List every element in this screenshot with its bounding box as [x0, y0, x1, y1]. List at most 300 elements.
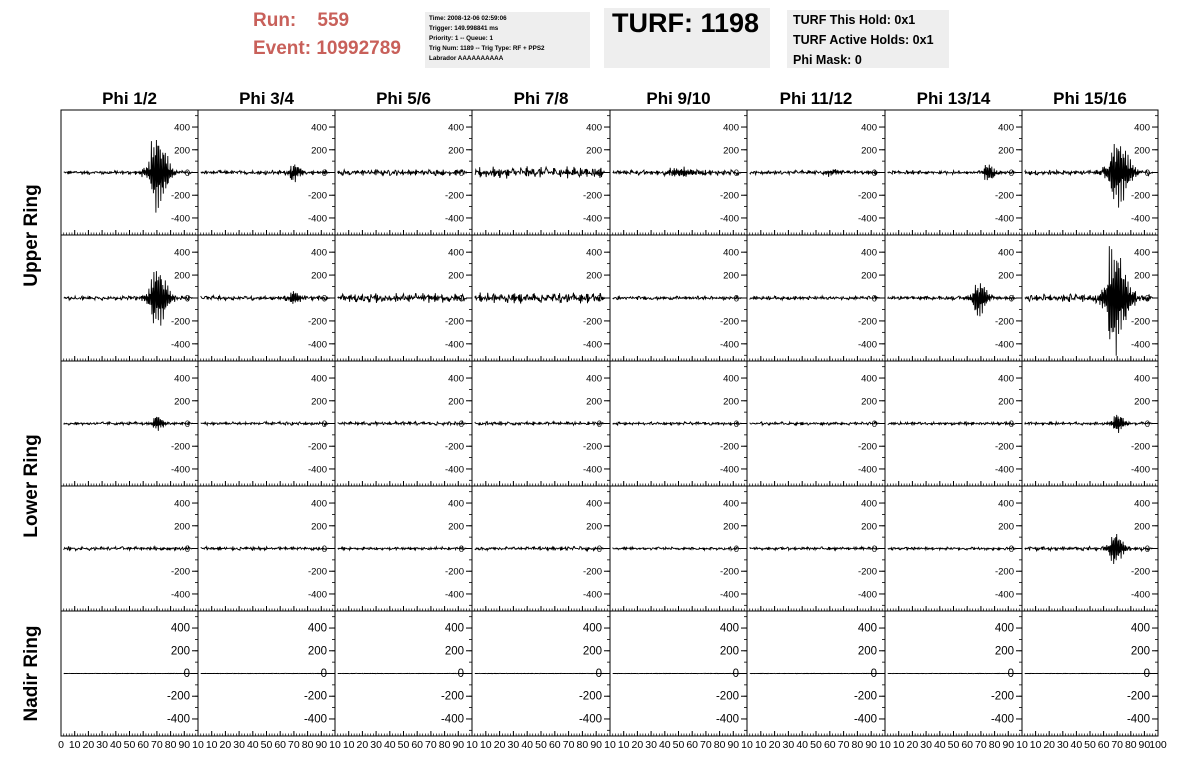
y-tick-label: -400 — [857, 464, 877, 476]
y-tick-label: -400 — [1130, 589, 1150, 601]
x-tick-label: 30 — [370, 739, 382, 751]
x-tick-label: 30 — [920, 739, 932, 751]
x-tick-label: 20 — [1043, 739, 1056, 751]
y-tick-label: 0 — [458, 544, 464, 555]
x-tick-label: 20 — [768, 739, 781, 751]
waveform-trace — [888, 283, 1017, 316]
y-tick-label: 400 — [311, 498, 327, 510]
y-tick-label: 200 — [861, 270, 877, 282]
waveform-trace — [613, 422, 742, 425]
x-tick-label: 90 — [590, 739, 603, 751]
y-tick-label: 0 — [321, 168, 327, 179]
y-tick-label: -200 — [719, 441, 739, 453]
y-tick-label: 0 — [184, 168, 190, 179]
y-tick-label: 0 — [184, 293, 190, 305]
y-tick-label: 0 — [458, 419, 464, 430]
y-tick-label: 400 — [1134, 122, 1150, 134]
x-tick-label: 60 — [137, 739, 150, 751]
y-tick-label: -400 — [170, 213, 190, 225]
y-tick-label: 0 — [1008, 168, 1014, 179]
y-tick-label: -400 — [994, 589, 1014, 601]
x-tick-label: 20 — [356, 739, 369, 751]
y-tick-label: -200 — [994, 566, 1014, 578]
y-tick-label: 0 — [458, 293, 464, 305]
x-tick-label: 0 — [58, 739, 64, 751]
x-tick-label: 10 — [604, 739, 616, 751]
waveform-trace — [64, 417, 193, 431]
y-tick-label: 0 — [1144, 419, 1150, 430]
x-tick-label: 50 — [672, 739, 685, 751]
y-tick-label: 200 — [1134, 145, 1150, 157]
y-tick-label: -400 — [307, 464, 327, 476]
x-tick-label: 10 — [192, 739, 204, 751]
y-tick-label: 0 — [871, 544, 877, 555]
x-tick-label: 40 — [1070, 739, 1083, 751]
turf-this-hold: TURF This Hold: 0x1 — [793, 13, 916, 27]
y-tick-label: -200 — [1130, 441, 1150, 453]
x-tick-label: 30 — [507, 739, 520, 751]
y-tick-label: 400 — [311, 122, 327, 134]
y-tick-label: 200 — [861, 145, 877, 157]
x-tick-label: 70 — [700, 739, 712, 751]
y-tick-label: 200 — [311, 396, 327, 408]
waveform-trace — [338, 422, 467, 426]
y-tick-label: 200 — [998, 396, 1014, 408]
y-tick-label: 400 — [998, 247, 1014, 259]
y-tick-label: -200 — [582, 190, 602, 202]
x-tick-label: 10 — [892, 739, 905, 751]
column-title: Phi 3/4 — [239, 89, 294, 108]
x-tick-label: 10 — [741, 739, 753, 751]
waveform-trace — [64, 547, 193, 551]
column-title: Phi 1/2 — [102, 89, 157, 108]
column-title: Phi 15/16 — [1053, 89, 1127, 108]
x-tick-label: 60 — [686, 739, 699, 751]
waveform-trace — [613, 547, 742, 550]
waveform-trace — [1025, 415, 1153, 433]
x-tick-label: 60 — [548, 739, 561, 751]
y-tick-label: -400 — [857, 589, 877, 601]
x-tick-label: 90 — [1002, 739, 1015, 751]
y-tick-label: 0 — [596, 544, 602, 555]
x-tick-label: 10 — [1029, 739, 1042, 751]
ring-label: Nadir Ring — [21, 625, 42, 722]
y-tick-label: 400 — [1130, 622, 1150, 635]
y-tick-label: -400 — [715, 713, 739, 726]
y-tick-label: 0 — [870, 668, 877, 680]
y-tick-label: 400 — [723, 373, 739, 385]
x-tick-label: 50 — [947, 739, 960, 751]
y-tick-label: 0 — [321, 293, 327, 305]
y-tick-label: 400 — [723, 247, 739, 259]
y-tick-label: 200 — [994, 645, 1014, 658]
event-label: Event: 10992789 — [253, 38, 401, 59]
y-tick-label: 0 — [871, 168, 877, 179]
y-tick-label: -200 — [857, 441, 877, 453]
y-tick-label: 200 — [861, 396, 877, 408]
x-tick-label: 90 — [865, 739, 878, 751]
y-tick-label: -200 — [715, 690, 739, 703]
y-tick-label: -400 — [440, 713, 464, 726]
y-tick-label: 0 — [733, 419, 739, 430]
y-tick-label: -400 — [444, 464, 464, 476]
waveform-trace — [475, 422, 605, 426]
column-title: Phi 5/6 — [376, 89, 431, 108]
waveform-trace — [1025, 534, 1153, 564]
x-tick-label: 70 — [151, 739, 163, 751]
y-tick-label: 400 — [586, 247, 602, 259]
y-tick-label: 400 — [311, 247, 327, 259]
waveform-trace — [750, 296, 880, 300]
y-tick-label: -200 — [170, 190, 190, 202]
y-tick-label: -400 — [444, 213, 464, 225]
x-tick-label: 80 — [438, 739, 451, 751]
y-tick-label: -400 — [444, 589, 464, 601]
y-tick-label: -400 — [719, 464, 739, 476]
x-tick-label: 90 — [315, 739, 328, 751]
y-tick-label: -200 — [857, 316, 877, 328]
y-tick-label: 200 — [1134, 396, 1150, 408]
x-tick-label: 90 — [727, 739, 740, 751]
y-tick-label: 0 — [458, 168, 464, 179]
y-tick-label: 400 — [994, 622, 1014, 635]
y-tick-label: 400 — [998, 122, 1014, 134]
x-tick-label: 40 — [383, 739, 396, 751]
y-tick-label: 200 — [1130, 645, 1150, 658]
y-tick-label: -200 — [170, 441, 190, 453]
column-title: Phi 7/8 — [513, 89, 569, 108]
y-tick-label: 400 — [174, 122, 190, 134]
y-tick-label: 400 — [448, 122, 464, 134]
y-tick-label: -200 — [719, 316, 739, 328]
y-tick-label: 400 — [307, 622, 327, 635]
y-tick-label: 200 — [174, 270, 190, 282]
y-tick-label: -400 — [1126, 713, 1150, 726]
y-tick-label: 0 — [184, 419, 190, 430]
x-tick-label: 20 — [493, 739, 506, 751]
y-tick-label: 400 — [1134, 498, 1150, 510]
x-tick-label: 70 — [837, 739, 850, 751]
waveform-trace — [475, 547, 605, 551]
y-tick-label: 200 — [311, 270, 327, 282]
y-tick-label: 200 — [448, 396, 464, 408]
y-tick-label: -200 — [1130, 316, 1150, 328]
waveform-trace — [475, 166, 605, 178]
y-tick-label: 200 — [448, 521, 464, 533]
x-tick-label: 60 — [1097, 739, 1110, 751]
y-tick-label: 0 — [596, 419, 602, 430]
x-tick-label: 80 — [164, 739, 177, 751]
y-tick-label: 0 — [1144, 293, 1150, 305]
y-tick-label: 400 — [448, 373, 464, 385]
x-tick-label: 100 — [1149, 739, 1167, 751]
x-tick-label: 80 — [301, 739, 314, 751]
y-tick-label: 200 — [1134, 521, 1150, 533]
y-tick-label: 200 — [582, 645, 602, 658]
y-tick-label: 200 — [311, 145, 327, 157]
y-tick-label: -200 — [1130, 566, 1150, 578]
y-tick-label: 0 — [320, 668, 327, 680]
y-tick-label: 0 — [1143, 668, 1150, 680]
y-tick-label: 400 — [448, 247, 464, 259]
x-tick-label: 20 — [82, 739, 95, 751]
x-tick-label: 50 — [1084, 739, 1096, 751]
waveform-trace — [750, 422, 880, 425]
y-tick-label: -400 — [307, 339, 327, 351]
y-tick-label: 0 — [321, 544, 327, 555]
y-tick-label: -200 — [994, 190, 1014, 202]
x-tick-label: 70 — [425, 739, 437, 751]
y-tick-label: 400 — [719, 622, 739, 635]
y-tick-label: 200 — [586, 145, 602, 157]
y-tick-label: 0 — [1008, 419, 1014, 430]
y-tick-label: -400 — [857, 213, 877, 225]
x-tick-label: 10 — [329, 739, 341, 751]
waveform-trace — [475, 293, 605, 304]
y-tick-label: 200 — [861, 521, 877, 533]
x-tick-label: 90 — [1138, 739, 1151, 751]
y-tick-label: -200 — [303, 690, 327, 703]
y-tick-label: 200 — [1134, 270, 1150, 282]
y-tick-label: 400 — [174, 373, 190, 385]
x-tick-label: 50 — [260, 739, 273, 751]
y-tick-label: 200 — [723, 521, 739, 533]
y-tick-label: 400 — [174, 498, 190, 510]
y-tick-label: 0 — [596, 168, 602, 179]
x-tick-label: 30 — [96, 739, 108, 751]
x-tick-label: 10 — [205, 739, 218, 751]
y-tick-label: -400 — [170, 589, 190, 601]
y-tick-label: 400 — [582, 622, 602, 635]
y-tick-label: 0 — [596, 293, 602, 305]
x-tick-label: 10 — [466, 739, 478, 751]
y-tick-label: -400 — [719, 339, 739, 351]
y-tick-label: -200 — [719, 566, 739, 578]
waveform-trace — [750, 169, 880, 177]
y-tick-label: 200 — [723, 145, 739, 157]
y-tick-label: 200 — [586, 396, 602, 408]
x-tick-label: 10 — [479, 739, 492, 751]
y-tick-label: 400 — [586, 122, 602, 134]
x-tick-label: 20 — [906, 739, 919, 751]
x-tick-label: 70 — [975, 739, 987, 751]
waveform-trace — [888, 547, 1017, 550]
y-tick-label: 0 — [1144, 544, 1150, 555]
waveform-trace — [888, 165, 1017, 181]
y-tick-label: -400 — [719, 213, 739, 225]
x-tick-label: 70 — [288, 739, 300, 751]
y-tick-label: 200 — [448, 145, 464, 157]
x-tick-label: 60 — [961, 739, 974, 751]
y-tick-label: -400 — [303, 713, 327, 726]
y-tick-label: -400 — [578, 713, 602, 726]
x-tick-label: 40 — [658, 739, 671, 751]
y-tick-label: -400 — [582, 339, 602, 351]
y-tick-label: -200 — [444, 190, 464, 202]
y-tick-label: -200 — [994, 316, 1014, 328]
y-tick-label: 400 — [998, 498, 1014, 510]
y-tick-label: 0 — [184, 544, 190, 555]
x-tick-label: 10 — [617, 739, 630, 751]
y-tick-label: 200 — [174, 521, 190, 533]
waveform-trace — [338, 170, 467, 176]
x-tick-label: 50 — [535, 739, 547, 751]
y-tick-label: 200 — [170, 645, 190, 658]
x-tick-label: 20 — [219, 739, 232, 751]
y-tick-label: 200 — [444, 645, 464, 658]
x-tick-label: 80 — [576, 739, 589, 751]
x-tick-label: 80 — [988, 739, 1001, 751]
y-tick-label: 0 — [733, 544, 739, 555]
x-tick-label: 30 — [1056, 739, 1069, 751]
column-title: Phi 13/14 — [916, 89, 991, 108]
run-label: Run: 559 — [253, 10, 350, 31]
y-tick-label: -200 — [857, 566, 877, 578]
y-tick-label: -400 — [1130, 213, 1150, 225]
y-tick-label: -200 — [857, 190, 877, 202]
y-tick-label: -400 — [170, 464, 190, 476]
y-tick-label: 400 — [586, 498, 602, 510]
waveform-trace — [613, 167, 742, 177]
waveform-trace — [888, 422, 1017, 425]
y-tick-label: -200 — [1130, 190, 1150, 202]
x-tick-label: 60 — [411, 739, 424, 751]
y-tick-label: 200 — [723, 396, 739, 408]
y-tick-label: 400 — [586, 373, 602, 385]
y-tick-label: 0 — [733, 293, 739, 305]
x-tick-label: 20 — [631, 739, 644, 751]
y-tick-label: 400 — [861, 373, 877, 385]
y-tick-label: 200 — [857, 645, 877, 658]
y-tick-label: 400 — [723, 122, 739, 134]
y-tick-label: 200 — [174, 145, 190, 157]
x-tick-label: 50 — [810, 739, 822, 751]
waveform-trace — [338, 547, 467, 550]
info-time: Time: 2008-12-06 02:59:06 — [429, 15, 507, 22]
waveform-trace — [201, 547, 330, 551]
x-tick-label: 60 — [823, 739, 836, 751]
info-trigger: Trigger: 149.998841 ms — [429, 25, 499, 32]
y-tick-label: -400 — [857, 339, 877, 351]
y-tick-label: 400 — [448, 498, 464, 510]
y-tick-label: 400 — [861, 122, 877, 134]
y-tick-label: 200 — [311, 521, 327, 533]
y-tick-label: -400 — [994, 339, 1014, 351]
y-tick-label: 200 — [998, 521, 1014, 533]
y-tick-label: 0 — [1007, 668, 1014, 680]
turf-active-holds: TURF Active Holds: 0x1 — [793, 33, 934, 47]
y-tick-label: -400 — [582, 213, 602, 225]
y-tick-label: 0 — [457, 668, 464, 680]
x-tick-label: 90 — [178, 739, 191, 751]
y-tick-label: -200 — [719, 190, 739, 202]
y-tick-label: 400 — [174, 247, 190, 259]
x-tick-label: 80 — [851, 739, 864, 751]
x-tick-label: 40 — [246, 739, 259, 751]
y-tick-label: -200 — [307, 190, 327, 202]
y-tick-label: -400 — [853, 713, 877, 726]
y-tick-label: -400 — [444, 339, 464, 351]
y-tick-label: 0 — [733, 168, 739, 179]
y-tick-label: 200 — [719, 645, 739, 658]
y-tick-label: 400 — [861, 247, 877, 259]
x-tick-label: 70 — [1111, 739, 1124, 751]
y-tick-label: -200 — [1126, 690, 1150, 703]
y-tick-label: -400 — [990, 713, 1014, 726]
y-tick-label: 0 — [1008, 293, 1014, 305]
y-tick-label: 200 — [586, 521, 602, 533]
y-tick-label: 200 — [586, 270, 602, 282]
x-tick-label: 50 — [123, 739, 136, 751]
y-tick-label: 0 — [871, 293, 877, 305]
x-tick-label: 70 — [562, 739, 575, 751]
info-trig-num: Trig Num: 1189 -- Trig Type: RF + PPS2 — [429, 45, 545, 52]
x-tick-label: 40 — [521, 739, 534, 751]
y-tick-label: 200 — [307, 645, 327, 658]
x-tick-label: 10 — [68, 739, 81, 751]
x-tick-label: 50 — [397, 739, 410, 751]
y-tick-label: 400 — [311, 373, 327, 385]
y-tick-label: 400 — [1134, 247, 1150, 259]
y-tick-label: 200 — [998, 145, 1014, 157]
y-tick-label: 200 — [448, 270, 464, 282]
waveform-trace — [201, 422, 330, 426]
waveform-trace — [338, 293, 467, 303]
y-tick-label: 0 — [871, 419, 877, 430]
y-tick-label: 0 — [732, 668, 739, 680]
y-tick-label: 400 — [998, 373, 1014, 385]
x-tick-label: 30 — [645, 739, 657, 751]
y-tick-label: 0 — [321, 419, 327, 430]
y-tick-label: -200 — [307, 441, 327, 453]
y-tick-label: 400 — [857, 622, 877, 635]
y-tick-label: -400 — [307, 213, 327, 225]
y-tick-label: -200 — [444, 441, 464, 453]
phi-mask: Phi Mask: 0 — [793, 53, 862, 67]
y-tick-label: 0 — [595, 668, 602, 680]
y-tick-label: -200 — [853, 690, 877, 703]
y-tick-label: -200 — [990, 690, 1014, 703]
y-tick-label: -200 — [440, 690, 464, 703]
y-tick-label: -200 — [444, 566, 464, 578]
column-title: Phi 11/12 — [779, 89, 853, 108]
y-tick-label: -400 — [582, 464, 602, 476]
y-tick-label: -400 — [166, 713, 190, 726]
x-tick-label: 80 — [1124, 739, 1137, 751]
y-tick-label: -200 — [444, 316, 464, 328]
y-tick-label: -200 — [582, 441, 602, 453]
y-tick-label: -200 — [307, 316, 327, 328]
waveform-trace — [201, 291, 330, 304]
x-tick-label: 40 — [933, 739, 946, 751]
y-tick-label: -200 — [307, 566, 327, 578]
y-tick-label: -400 — [170, 339, 190, 351]
y-tick-label: -200 — [578, 690, 602, 703]
ring-label: Lower Ring — [21, 434, 42, 538]
x-tick-label: 30 — [782, 739, 795, 751]
y-tick-label: -200 — [582, 316, 602, 328]
x-tick-label: 10 — [879, 739, 891, 751]
y-tick-label: 400 — [444, 622, 464, 635]
x-tick-label: 60 — [274, 739, 287, 751]
y-tick-label: -400 — [994, 213, 1014, 225]
x-tick-label: 40 — [796, 739, 809, 751]
y-tick-label: 400 — [170, 622, 190, 635]
y-tick-label: 200 — [998, 270, 1014, 282]
x-tick-label: 90 — [452, 739, 465, 751]
y-tick-label: -200 — [170, 566, 190, 578]
y-tick-label: -200 — [994, 441, 1014, 453]
